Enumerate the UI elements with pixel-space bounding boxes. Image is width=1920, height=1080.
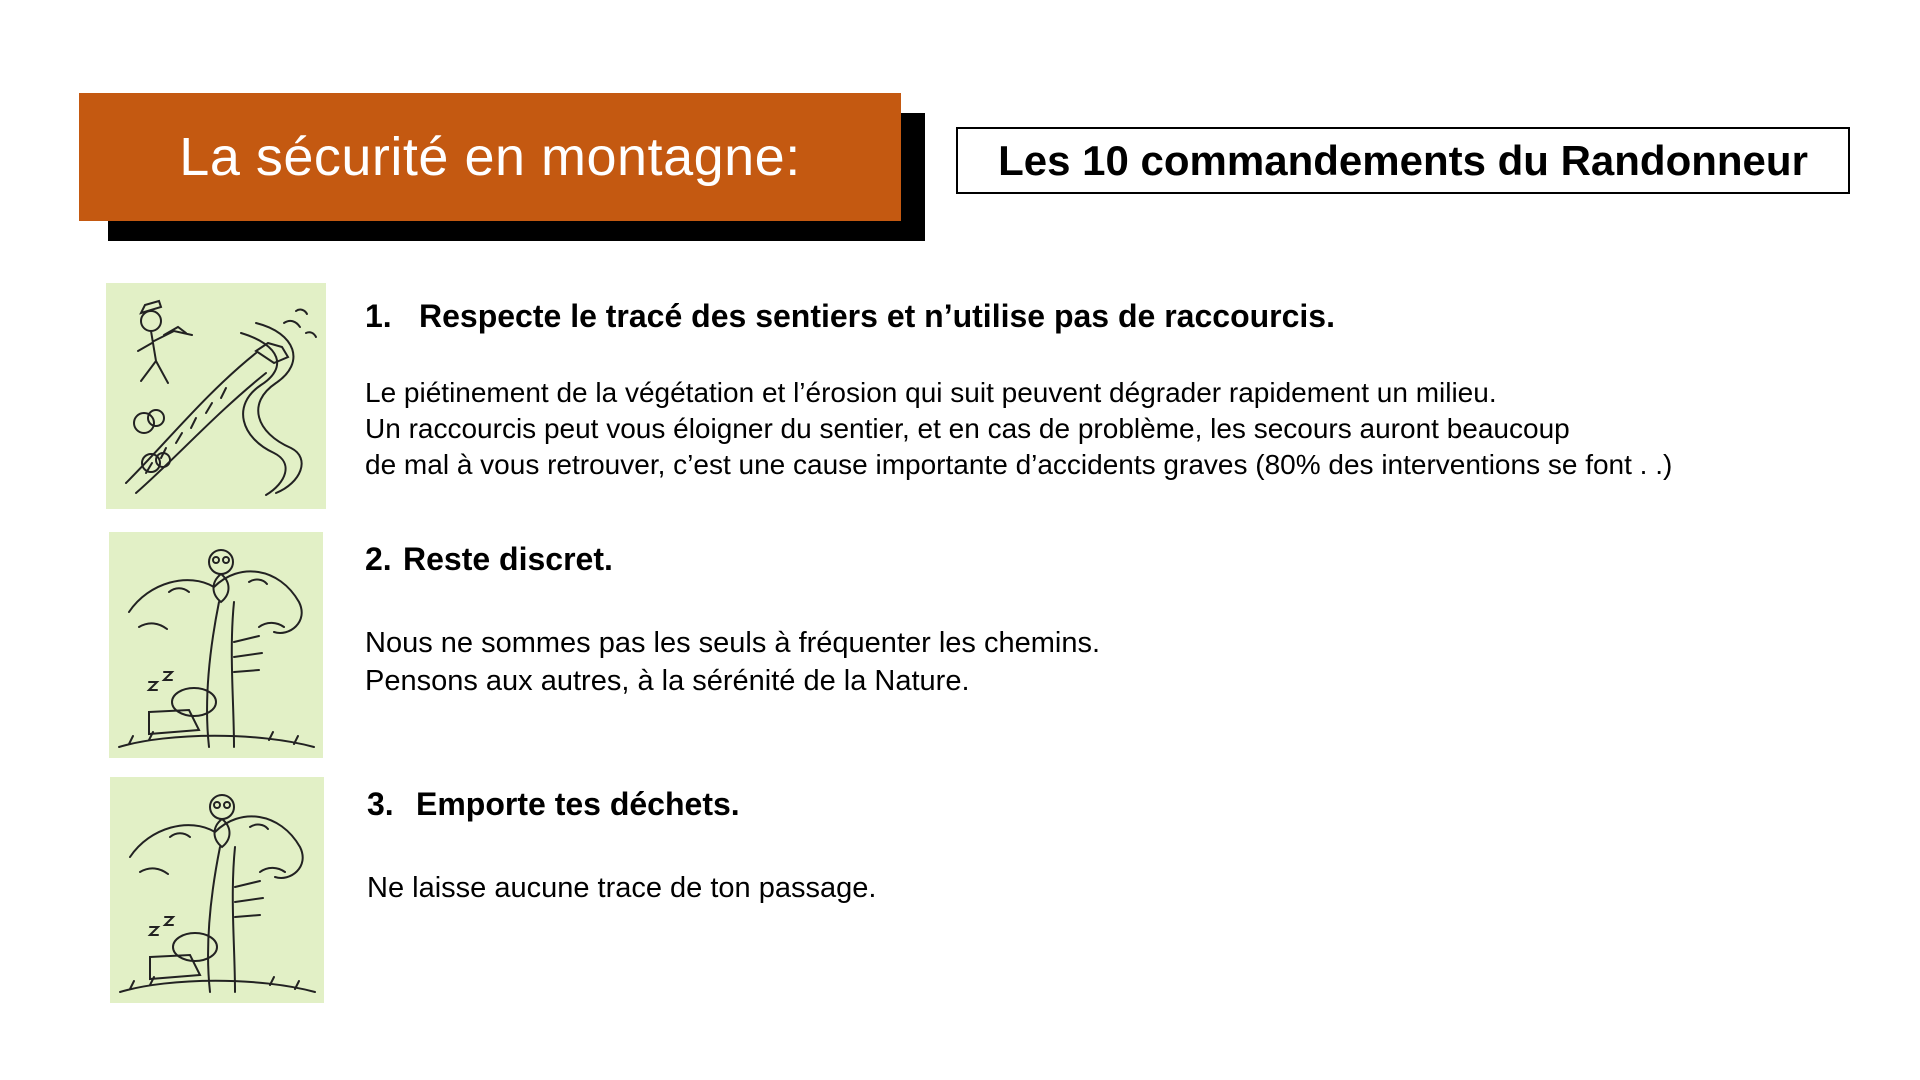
rule-2-line-1: Nous ne sommes pas les seuls à fréquenter les chemins. [365, 627, 1101, 659]
rule-1-line-2: Un raccourcis peut vous éloigner du sentier, et en cas de problème, les secours auront beaucoup [365, 413, 1570, 444]
rule-1-line-3: de mal à vous retrouver, c’est une cause importante d’accidents graves (80% des interventions se font . .) [365, 449, 1673, 480]
page-subtitle: Les 10 commandements du Randonneur [998, 136, 1808, 184]
hiker-shortcut-slope-drawing [106, 283, 326, 509]
sleeping-hiker-tree-illustration-2 [110, 777, 324, 1003]
rule-3 [367, 786, 876, 907]
rule-3-heading-text: Emporte tes déchets. [416, 786, 740, 822]
rule-3-line-1: Ne laisse aucune trace de ton passage. [367, 872, 877, 904]
title-banner [79, 93, 901, 221]
rule-1-number: 1. [365, 298, 392, 334]
sleeping-hiker-tree-owl-drawing [109, 532, 323, 758]
rule-2 [365, 541, 1100, 700]
subtitle-box [956, 127, 1850, 194]
rule-3-number: 3. [367, 786, 394, 822]
rule-1-body [365, 375, 1672, 483]
rule-2-number: 2. [365, 541, 392, 577]
rule-2-body [365, 624, 1100, 700]
sleeping-hiker-tree-illustration [109, 532, 323, 758]
rule-2-heading [365, 541, 1100, 578]
rule-3-body [367, 869, 876, 907]
page-title: La sécurité en montagne: [179, 127, 801, 187]
sleeping-hiker-tree-owl-drawing-2 [110, 777, 324, 1003]
rule-1 [365, 298, 1672, 483]
rule-1-heading [365, 298, 1672, 335]
rule-2-heading-text: Reste discret. [403, 541, 613, 577]
rule-3-heading [367, 786, 876, 823]
hiker-shortcut-slope-illustration [106, 283, 326, 509]
rule-1-line-1: Le piétinement de la végétation et l’érosion qui suit peuvent dégrader rapidement un milieu. [365, 377, 1497, 408]
rule-1-heading-text: Respecte le tracé des sentiers et n’utilise pas de raccourcis. [419, 298, 1335, 334]
rule-2-line-2: Pensons aux autres, à la sérénité de la Nature. [365, 665, 970, 697]
